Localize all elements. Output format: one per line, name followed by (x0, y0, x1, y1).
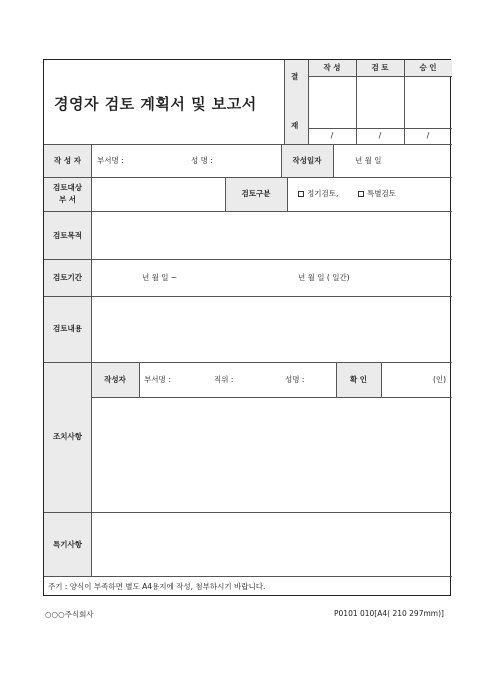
approval-date-review: / (378, 131, 382, 140)
period-field[interactable] (93, 261, 450, 294)
action-confirm-label: 확 인 (349, 375, 368, 384)
form-code: P0101 010[A4( 210 297mm)] (334, 609, 444, 618)
row-line-7 (91, 397, 452, 398)
type-divider-right (287, 177, 288, 211)
author-name-label: 성 명 : (191, 156, 213, 165)
approval-col-approve: 승 인 (419, 63, 437, 72)
writer-divider (139, 362, 140, 397)
row-line-4 (44, 259, 452, 260)
approval-col-write: 작 성 (323, 63, 341, 72)
action-name-label: 성명 : (285, 375, 305, 384)
checkbox-regular[interactable] (298, 191, 304, 197)
option-special[interactable] (358, 190, 396, 198)
purpose-field[interactable] (93, 213, 450, 257)
label-column-divider (91, 144, 92, 576)
approval-side-label-top: 결 (291, 72, 299, 81)
author-dept-label: 부서명 : (97, 156, 124, 165)
purpose-label: 검토목적 (53, 231, 82, 240)
period-start: 년 월 일 ~ (142, 273, 178, 282)
action-confirm-field[interactable] (383, 364, 450, 395)
action-label: 조치사항 (53, 432, 82, 441)
row-line-3 (44, 211, 452, 212)
approval-date-line (308, 128, 452, 129)
report-form (43, 59, 451, 596)
author-date-value: 년 월 일 (355, 156, 382, 165)
author-dept-field[interactable] (132, 148, 188, 173)
approval-side-label-bottom: 재 (291, 121, 299, 130)
document-title: 경영자 검토 계획서 및 보고서 (54, 95, 257, 113)
option-special-label: 특별검토 (367, 189, 396, 198)
special-field[interactable] (93, 514, 450, 574)
author-date-field[interactable] (335, 148, 450, 173)
checkbox-special[interactable] (358, 191, 364, 197)
row-line-2 (44, 177, 452, 178)
form-note: 주기 : 양식이 부족하면 별도 A4용지에 작성, 첨부하시기 바랍니다. (48, 582, 266, 591)
target-label-line1: 검토대상 (53, 183, 82, 192)
special-label: 특기사항 (53, 540, 82, 549)
target-label-line2: 부 서 (58, 195, 77, 204)
target-dept-field[interactable] (93, 179, 223, 209)
approval-date-approve: / (426, 131, 430, 140)
title-divider (284, 60, 285, 144)
period-label: 검토기간 (53, 273, 82, 282)
row-line-6 (44, 362, 452, 363)
author-name-field[interactable] (224, 148, 279, 173)
row-line-9 (44, 576, 452, 577)
review-type-label: 검토구분 (241, 189, 271, 198)
content-field[interactable] (93, 298, 450, 360)
action-detail-field[interactable] (93, 399, 450, 510)
confirm-divider-right (381, 362, 382, 397)
action-seal: (인) (433, 375, 447, 384)
approval-date-write: / (330, 131, 334, 140)
approval-sign-review[interactable] (356, 76, 404, 128)
action-position-label: 직위 : (214, 375, 234, 384)
row-line-8 (44, 512, 452, 513)
approval-sign-write[interactable] (308, 76, 356, 128)
author-label: 작 성 자 (54, 156, 81, 165)
option-regular-label: 정기검토, (307, 189, 339, 198)
option-regular[interactable] (298, 190, 338, 198)
row-line-5 (44, 296, 452, 297)
row-line-1 (44, 144, 452, 145)
action-writer-label: 작성자 (104, 375, 126, 384)
period-end: 년 월 일 ( 일간) (298, 273, 350, 282)
content-label: 검토내용 (53, 324, 82, 333)
action-dept-label: 부서명 : (144, 375, 171, 384)
approval-col-review: 검 토 (371, 63, 389, 72)
date-divider-right (333, 144, 334, 177)
company-name: ○○○주식회사 (45, 610, 94, 619)
author-date-label: 작성일자 (292, 156, 322, 165)
approval-sign-approve[interactable] (404, 76, 452, 128)
